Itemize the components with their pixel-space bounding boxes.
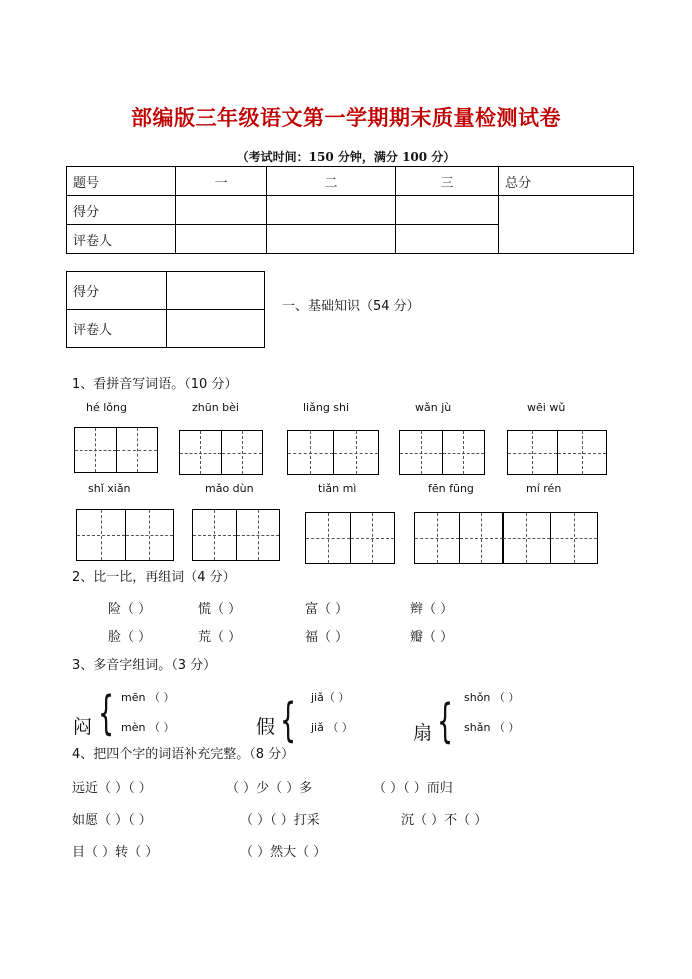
writing-grid[interactable] bbox=[399, 430, 485, 475]
exam-subtitle: （考试时间：150 分钟，满分 100 分） bbox=[236, 150, 456, 164]
polyphone-char: 闷 bbox=[73, 716, 93, 738]
idiom-item: 如愿（ ）（ ） bbox=[72, 813, 152, 828]
grader-cell[interactable] bbox=[267, 225, 396, 254]
question-4-title: 4、把四个字的词语补充完整。（8 分） bbox=[72, 747, 295, 762]
idiom-item: （ ）然大（ ） bbox=[240, 845, 327, 860]
compare-item: 福（ ） bbox=[305, 630, 349, 645]
brace-icon: { bbox=[437, 694, 454, 748]
compare-item: 瓣（ ） bbox=[410, 630, 454, 645]
idiom-item: （ ）（ ）打采 bbox=[240, 813, 320, 828]
pinyin-label: liǎng shi bbox=[303, 401, 350, 414]
compare-item: 荒（ ） bbox=[198, 630, 242, 645]
polyphone-char: 假 bbox=[256, 716, 276, 738]
header-cell: 总分 bbox=[499, 167, 634, 196]
question-3-title: 3、多音字组词。（3 分） bbox=[72, 658, 217, 673]
section-heading: 一、基础知识（54 分） bbox=[282, 299, 420, 314]
pinyin-label: hé lǒng bbox=[86, 401, 127, 414]
pinyin-label: fēn fūng bbox=[428, 482, 474, 495]
question-2-title: 2、比一比，再组词（4 分） bbox=[72, 570, 236, 585]
table-row bbox=[67, 310, 265, 348]
grader-cell[interactable] bbox=[396, 225, 499, 254]
idiom-item: 目（ ）转（ ） bbox=[72, 845, 159, 860]
polyphone-item: jiǎ（ ） bbox=[311, 691, 350, 704]
score-cell[interactable] bbox=[176, 196, 267, 225]
table-row bbox=[67, 167, 634, 196]
polyphone-item: jiǎ （ ） bbox=[311, 721, 353, 734]
polyphone-item: shǒn （ ） bbox=[464, 691, 520, 704]
writing-grid[interactable] bbox=[76, 509, 174, 561]
pinyin-label: tiǎn mì bbox=[318, 482, 357, 495]
score-cell[interactable] bbox=[167, 272, 265, 310]
idiom-item: （ ）（ ）而归 bbox=[373, 781, 453, 796]
question-1-title: 1、看拼音写词语。（10 分） bbox=[72, 377, 238, 392]
score-cell[interactable] bbox=[267, 196, 396, 225]
header-cell: 一 bbox=[176, 167, 267, 196]
total-score-cell[interactable] bbox=[499, 196, 634, 254]
writing-grid[interactable] bbox=[305, 512, 395, 564]
polyphone-item: shǎn （ ） bbox=[464, 721, 520, 734]
grader-cell[interactable] bbox=[176, 225, 267, 254]
idiom-item: 远近（ ）（ ） bbox=[72, 781, 152, 796]
score-cell[interactable] bbox=[396, 196, 499, 225]
writing-grid[interactable] bbox=[502, 512, 598, 564]
compare-item: 脸（ ） bbox=[108, 630, 152, 645]
polyphone-item: mèn （ ） bbox=[121, 721, 175, 734]
table-row bbox=[67, 272, 265, 310]
pinyin-label: wǎn jù bbox=[415, 401, 452, 414]
brace-icon: { bbox=[280, 693, 297, 747]
brace-icon: { bbox=[98, 686, 115, 740]
header-cell: 二 bbox=[267, 167, 396, 196]
idiom-item: （ ）少（ ）多 bbox=[226, 781, 313, 796]
writing-grid[interactable] bbox=[179, 430, 263, 475]
grader-cell[interactable] bbox=[167, 310, 265, 348]
row-label: 评卷人 bbox=[67, 225, 176, 254]
pinyin-label: wēi wǔ bbox=[527, 401, 566, 414]
row-label: 得分 bbox=[67, 272, 167, 310]
header-cell: 题号 bbox=[67, 167, 176, 196]
exam-title: 部编版三年级语文第一学期期末质量检测试卷 bbox=[131, 106, 561, 130]
compare-item: 辫（ ） bbox=[410, 602, 454, 617]
header-cell: 三 bbox=[396, 167, 499, 196]
writing-grid[interactable] bbox=[192, 509, 280, 561]
section-score-table bbox=[66, 271, 265, 348]
table-row bbox=[67, 196, 634, 225]
writing-grid[interactable] bbox=[507, 430, 607, 475]
writing-grid[interactable] bbox=[414, 512, 504, 564]
polyphone-item: mēn （ ） bbox=[121, 691, 175, 704]
idiom-item: 沉（ ）不（ ） bbox=[401, 813, 488, 828]
polyphone-char: 扇 bbox=[413, 722, 433, 744]
row-label: 得分 bbox=[67, 196, 176, 225]
compare-item: 慌（ ） bbox=[198, 602, 242, 617]
score-table bbox=[66, 166, 634, 254]
compare-item: 险（ ） bbox=[108, 602, 152, 617]
row-label: 评卷人 bbox=[67, 310, 167, 348]
pinyin-label: mǎo dùn bbox=[205, 482, 254, 495]
pinyin-label: zhūn bèi bbox=[192, 401, 239, 414]
compare-item: 富（ ） bbox=[305, 602, 349, 617]
pinyin-label: mí rén bbox=[526, 482, 562, 495]
writing-grid[interactable] bbox=[74, 427, 158, 473]
writing-grid[interactable] bbox=[287, 430, 379, 475]
pinyin-label: shǐ xiǎn bbox=[88, 482, 131, 495]
